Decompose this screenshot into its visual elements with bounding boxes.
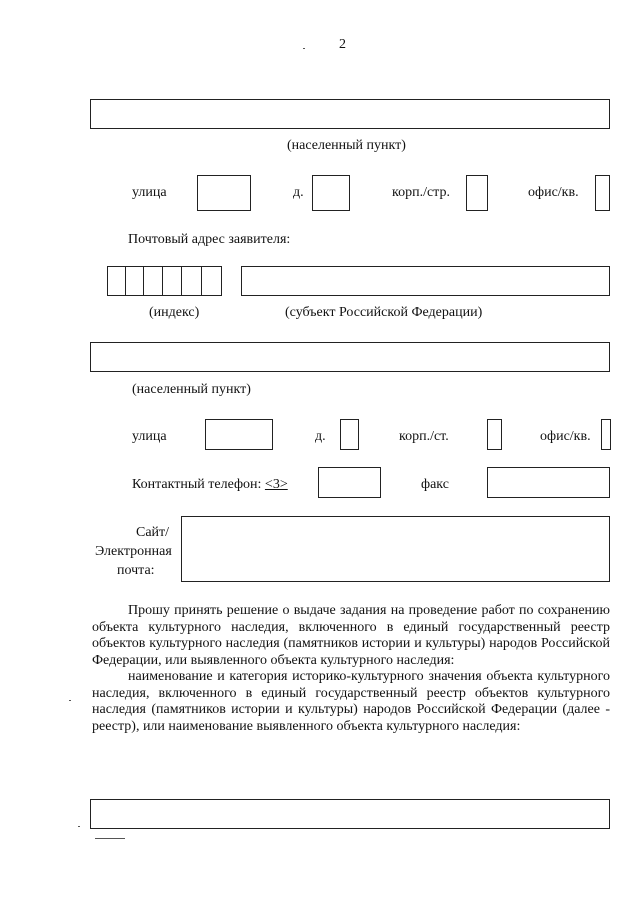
settlement-label-2: (населенный пункт) <box>132 382 251 397</box>
settlement-label-1: (населенный пункт) <box>287 138 406 153</box>
street-label-1: улица <box>132 185 167 200</box>
fax-label: факс <box>421 477 449 492</box>
building-field-2[interactable] <box>487 419 502 450</box>
request-paragraph: Прошу принять решение о выдаче задания на проведение работ по сохранению объекта культурного наследия, включенного в единый государственный реестр объектов культурного наследия (памятников истории и культуры) народов Российской Федерации, или выявленного объекта культурного наследия: <box>92 603 610 668</box>
fax-field[interactable] <box>487 467 610 498</box>
index-digit-6[interactable] <box>201 266 222 296</box>
house-label-1: д. <box>293 185 304 200</box>
settlement-field-2[interactable] <box>90 342 610 372</box>
office-label-2: офис/кв. <box>540 429 591 444</box>
house-field-1[interactable] <box>312 175 350 211</box>
office-label-1: офис/кв. <box>528 185 579 200</box>
office-field-2[interactable] <box>601 419 611 450</box>
index-digit-1[interactable] <box>107 266 126 296</box>
site-email-field[interactable] <box>181 516 610 582</box>
object-name-field[interactable] <box>90 799 610 829</box>
office-field-1[interactable] <box>595 175 610 211</box>
street-field-2[interactable] <box>205 419 273 450</box>
index-digit-4[interactable] <box>162 266 182 296</box>
street-label-2: улица <box>132 429 167 444</box>
index-digit-2[interactable] <box>125 266 144 296</box>
building-label-1: корп./стр. <box>392 185 450 200</box>
index-digit-3[interactable] <box>143 266 163 296</box>
building-label-2: корп./ст. <box>399 429 449 444</box>
phone-label-text: Контактный телефон: <box>132 477 262 492</box>
postal-address-label: Почтовый адрес заявителя: <box>128 232 291 247</box>
house-label-2: д. <box>315 429 326 444</box>
house-field-2[interactable] <box>340 419 359 450</box>
subject-field[interactable] <box>241 266 610 296</box>
building-field-1[interactable] <box>466 175 488 211</box>
index-label: (индекс) <box>149 305 200 320</box>
site-label-line1: Сайт/ <box>136 525 170 540</box>
scan-speck <box>95 838 125 839</box>
object-name-paragraph: наименование и категория историко-культурного значения объекта культурного наследия, включенного в единый государственный реестр объектов культурного наследия (памятников истории и культуры) народов Российской Федерации (далее - реестр), или наименование выявленного объекта культурного наследия: <box>92 669 610 734</box>
phone-field[interactable] <box>318 467 381 498</box>
settlement-field-1[interactable] <box>90 99 610 129</box>
index-digit-5[interactable] <box>181 266 202 296</box>
phone-label <box>132 476 288 493</box>
site-label-line2: Электронная <box>95 544 172 559</box>
street-field-1[interactable] <box>197 175 251 211</box>
page-number: 2 <box>339 37 346 52</box>
scan-speck <box>78 826 80 827</box>
site-label-line3: почта: <box>117 563 155 578</box>
scan-speck <box>303 48 305 49</box>
scan-speck <box>69 700 71 701</box>
subject-label: (субъект Российской Федерации) <box>285 305 483 320</box>
phone-footnote-link[interactable]: <3> <box>264 477 288 492</box>
request-text-block <box>92 603 610 735</box>
